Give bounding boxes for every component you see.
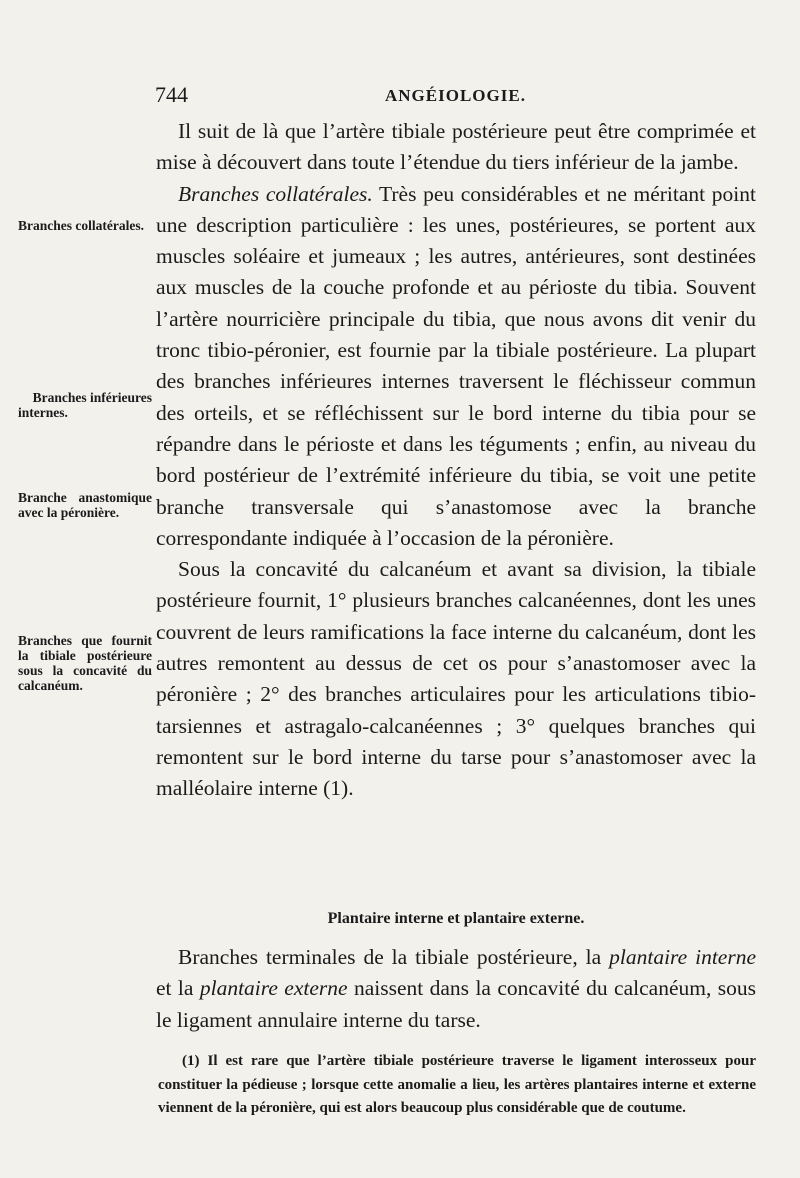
paragraph-4-part-c: et la [156,976,200,1001]
paragraph-1: Il suit de là que l’artère tibiale postérieure peut être comprimée et mise à découvert dans toute l’étendue du tiers inférieur de la jambe. [156,119,756,175]
term-plantaire-externe: plantaire externe [199,976,348,1001]
running-title: ANGÉIOLOGIE. [385,86,526,105]
paragraph-2-body: Très peu considérables et ne méritant point une description particulière : les unes, postérieures, se portent aux muscles soléaire et jumeaux ; les autres, antérieures, sont destinées aux muscles de la couche profonde et au périoste du tibia. Souvent l’artère nourricière principale du tibia, que nous avons dit venir du tronc tibio-péronier, est fournie par la tibiale postérieure. La plupart des branches inférieures internes traversent le fléchisseur commun des orteils, et se réfléchissent sur le bord interne du tibia pour se répandre dans le périoste et dans les téguments ; enfin, au niveau du bord postérieur de l’extrémité inférieure du tibia, se voit une petite branche transversale qui s’anastomose avec la branche correspondante indiquée à l’occasion de la péronière. [156,181,756,550]
page-header [155,82,755,112]
paragraph-2 [156,179,756,555]
page-number: 744 [155,82,188,107]
paragraph-3: Sous la concavité du calcanéum et avant sa division, la tibiale postérieure fournit, 1° plusieurs branches calcanéennes, dont les unes couvrent de leurs ramifications la face interne du calcanéum, dont les autres remontent au dessus de cet os pour s’anastomoser avec la péronière ; 2° des branches articulaires pour les articulations tibio-tarsiennes et astragalo-calcanéennes ; 3° quelques branches qui remontent sur le bord interne du tarse pour s’anastomoser avec la malléolaire interne (1). [156,557,756,801]
footnote [158,1050,756,1121]
margin-note-calcaneum: Branches que fournit la tibiale postérieure sous la concavité du calcanéum. [18,633,152,693]
footnote-text: (1) Il est rare que l’artère tibiale postérieure traverse le ligament interosseux pour constituer la pédieuse ; lorsque cette anomalie a lieu, les artères plantaires interne et externe viennent de la péronière, qui est alors beaucoup plus considérable que de coutume. [158,1053,756,1116]
main-text-continued [156,942,756,1036]
paragraph-2-lead: Branches collatérales. [178,181,373,206]
main-text [156,116,756,805]
paragraph-4-part-e: naissent dans la concavité du calcanéum, sous le ligament annulaire interne du tarse. [156,976,756,1032]
term-plantaire-interne: plantaire interne [609,945,757,969]
paragraph-4 [156,942,756,1036]
section-subheading: Plantaire interne et plantaire externe. [327,910,585,927]
margin-note-anastomique: Branche anastomique avec la péronière. [18,490,152,520]
margin-note-collaterales: Branches collatérales. [18,218,144,233]
margin-note-inferieures: Branches inférieures internes. [18,390,152,420]
paragraph-4-part-a: Branches terminales de la tibiale postérieure, la [178,945,610,969]
